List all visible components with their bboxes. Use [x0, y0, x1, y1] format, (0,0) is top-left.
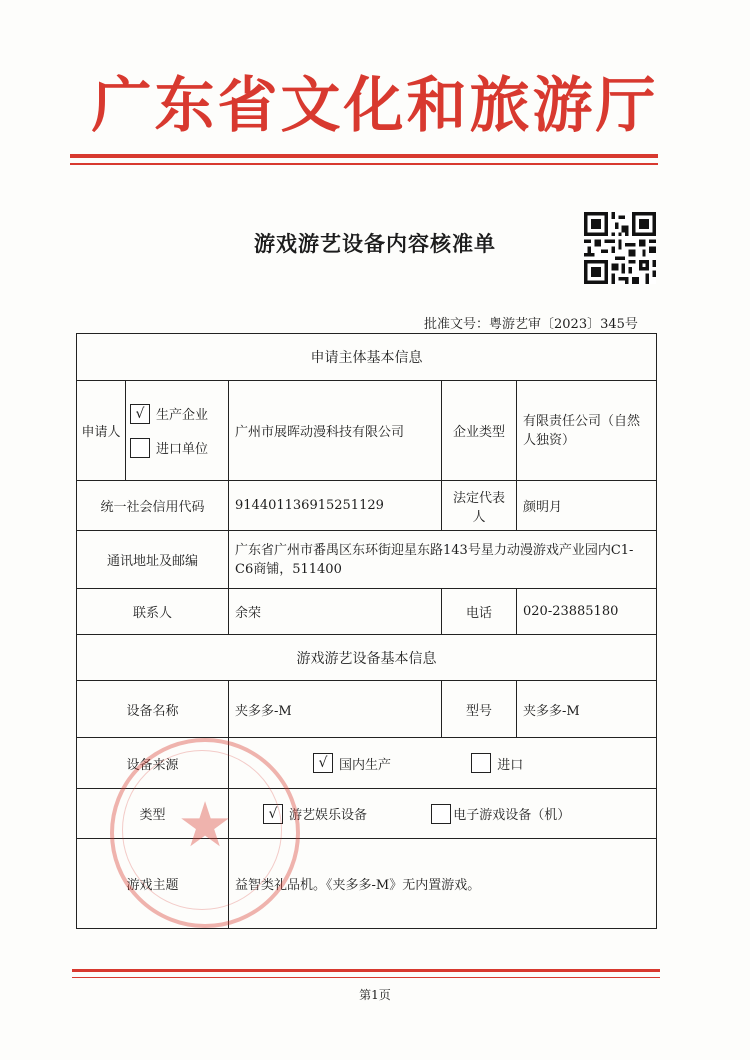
option-producer — [130, 404, 228, 424]
device-name-label: 设备名称 — [77, 681, 229, 738]
amusement-checkbox: √ — [263, 804, 283, 824]
applicant-type-cell — [77, 381, 229, 481]
import-label: 进口 — [497, 757, 524, 773]
legal-rep-value: 颜明月 — [517, 481, 657, 531]
importer-checkbox — [130, 438, 150, 458]
source-label: 设备来源 — [77, 738, 229, 789]
section-applicant-title: 申请主体基本信息 — [77, 334, 657, 381]
phone-value: 020-23885180 — [517, 589, 657, 635]
document-title: 游戏游艺设备内容核准单 — [254, 232, 496, 256]
footer-rule-thin — [72, 977, 660, 978]
option-importer — [130, 438, 228, 458]
header-rule-thick — [70, 154, 658, 158]
source-options — [229, 738, 657, 789]
importer-label: 进口单位 — [156, 442, 209, 457]
approval-form-table — [76, 333, 657, 929]
import-checkbox — [471, 753, 491, 773]
company-type-label: 企业类型 — [442, 381, 517, 481]
electronic-checkbox — [431, 804, 451, 824]
company-type-value: 有限责任公司（自然人独资） — [517, 381, 657, 481]
address-value: 广东省广州市番禺区东环街迎星东路143号星力动漫游戏产业园内C1-C6商铺，511400 — [229, 531, 657, 589]
page-number: 第1页 — [359, 988, 391, 1002]
credit-code-value: 914401136915251129 — [229, 481, 442, 531]
org-name-header: 广东省文化和旅游厅 — [91, 71, 659, 141]
device-name-value: 夹多多-M — [229, 681, 442, 738]
model-label: 型号 — [442, 681, 517, 738]
amusement-label: 游艺娱乐设备 — [289, 808, 368, 823]
theme-label: 游戏主题 — [77, 839, 229, 929]
type-label: 类型 — [77, 789, 229, 839]
approval-number: 批准文号：粤游艺审〔2023〕345号 — [424, 317, 638, 332]
qr-code-icon — [584, 212, 656, 284]
section-device-title: 游戏游艺设备基本信息 — [77, 635, 657, 681]
applicant-label: 申请人 — [77, 381, 126, 480]
electronic-label: 电子游戏设备（机） — [453, 808, 571, 823]
domestic-checkbox: √ — [313, 753, 333, 773]
type-options — [229, 789, 657, 839]
address-label: 通讯地址及邮编 — [77, 531, 229, 589]
phone-label: 电话 — [442, 589, 517, 635]
header-rule-thin — [70, 163, 658, 165]
producer-checkbox: √ — [130, 404, 150, 424]
contact-value: 余荣 — [229, 589, 442, 635]
legal-rep-label: 法定代表人 — [442, 481, 517, 531]
credit-code-label: 统一社会信用代码 — [77, 481, 229, 531]
company-name: 广州市展晖动漫科技有限公司 — [229, 381, 442, 481]
domestic-label: 国内生产 — [339, 757, 392, 773]
footer-rule-thick — [72, 969, 660, 972]
producer-label: 生产企业 — [156, 408, 209, 423]
contact-label: 联系人 — [77, 589, 229, 635]
star-icon: ★ — [177, 788, 233, 861]
model-value: 夹多多-M — [517, 681, 657, 738]
theme-value: 益智类礼品机。《夹多多-M》无内置游戏。 — [229, 839, 657, 929]
